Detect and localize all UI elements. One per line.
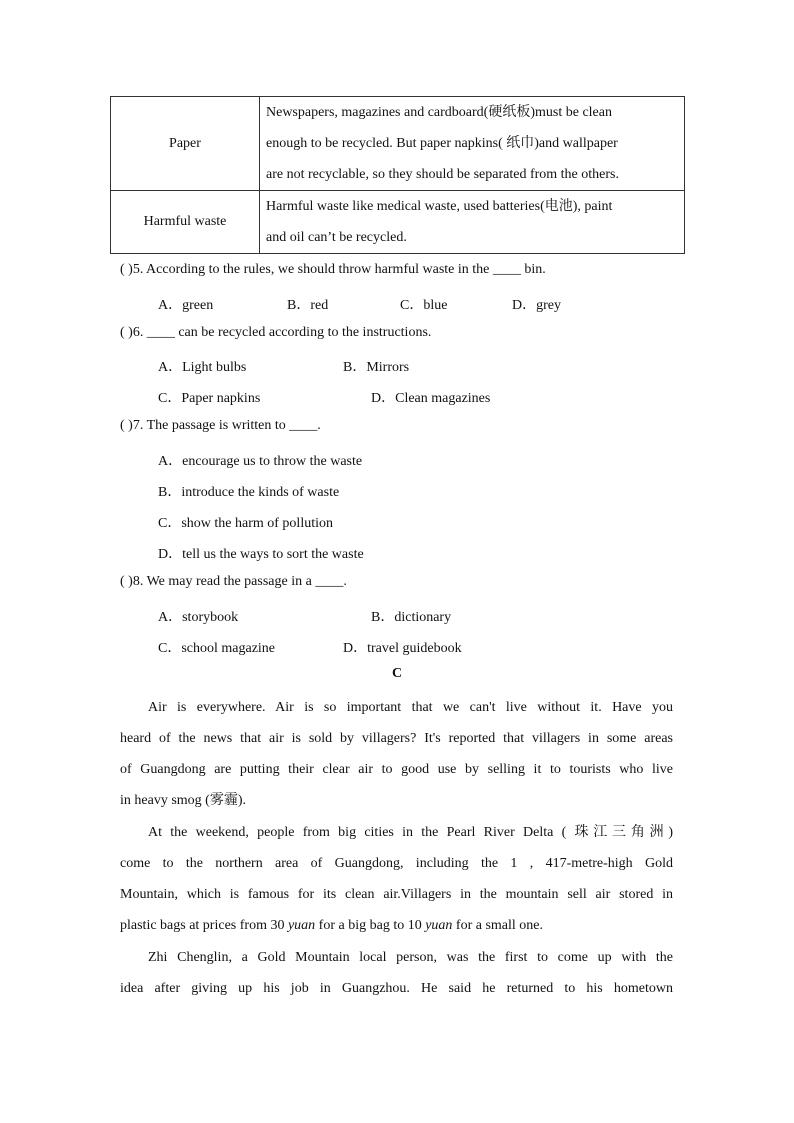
passage-line: idea after giving up his job in Guangzhou. He said he returned to his hometown — [120, 981, 673, 996]
category-cell: Harmful waste — [111, 191, 260, 254]
description-cell — [260, 191, 685, 254]
option-a: A．Light bulbs — [158, 360, 247, 375]
description-line: enough to be recycled. But paper napkins( 纸巾)and wallpaper — [266, 136, 618, 151]
passage-line: in heavy smog (雾霾). — [120, 793, 246, 808]
option-a: A．storybook — [158, 610, 239, 625]
option-b: B．red — [287, 298, 329, 313]
waste-table — [110, 96, 685, 254]
passage-paragraph — [120, 692, 673, 816]
description-line: Newspapers, magazines and cardboard(硬纸板)must be clean — [266, 105, 612, 120]
passage-line: Mountain, which is famous for its clean air.Villagers in the mountain sell air stored in — [120, 887, 673, 902]
table-row — [111, 97, 685, 191]
option-c: C．show the harm of pollution — [158, 516, 333, 531]
option-d: D．Clean magazines — [371, 391, 491, 406]
question-stem: ( )8. We may read the passage in a ____. — [120, 574, 347, 589]
description-line: and oil can’t be recycled. — [266, 230, 407, 245]
section-heading: C — [391, 666, 403, 681]
option-b: B．Mirrors — [343, 360, 410, 375]
text-run: plastic bags at prices from 30 — [120, 918, 288, 933]
question-stem: ( )7. The passage is written to ____. — [120, 418, 321, 433]
currency-word: yuan — [425, 918, 453, 933]
option-b: B．introduce the kinds of waste — [158, 485, 340, 500]
passage-line: Air is everywhere. Air is so important that we can't live without it. Have you — [148, 700, 673, 715]
passage-line: At the weekend, people from big cities in the Pearl River Delta ( 珠江三角洲) — [148, 825, 673, 840]
question-stem: ( )6. ____ can be recycled according to the instructions. — [120, 325, 432, 340]
passage-line — [120, 910, 673, 941]
option-d: D．travel guidebook — [343, 641, 462, 656]
description-line: Harmful waste like medical waste, used batteries(电池), paint — [266, 199, 613, 214]
question-stem: ( )5. According to the rules, we should throw harmful waste in the ____ bin. — [120, 262, 546, 277]
description-cell — [260, 97, 685, 191]
passage-paragraph — [120, 942, 673, 1004]
option-d: D．grey — [512, 298, 561, 313]
option-b: B．dictionary — [371, 610, 452, 625]
option-c: C．school magazine — [158, 641, 276, 656]
text-run: for a big bag to 10 — [315, 918, 426, 933]
option-a: A．encourage us to throw the waste — [158, 454, 363, 469]
option-a: A．green — [158, 298, 214, 313]
option-c: C．blue — [400, 298, 448, 313]
option-c: C．Paper napkins — [158, 391, 261, 406]
currency-word: yuan — [287, 918, 316, 933]
category-cell: Paper — [111, 97, 260, 191]
description-line: are not recyclable, so they should be separated from the others. — [266, 167, 619, 182]
passage-line: come to the northern area of Guangdong, including the 1 , 417-metre-high Gold — [120, 856, 673, 871]
text-run: for a small one. — [452, 918, 544, 933]
passage-line: Zhi Chenglin, a Gold Mountain local person, was the first to come up with the — [148, 950, 673, 965]
table-row — [111, 191, 685, 254]
option-d: D．tell us the ways to sort the waste — [158, 547, 364, 562]
passage-line: of Guangdong are putting their clear air to good use by selling it to tourists who live — [120, 762, 673, 777]
passage-line: heard of the news that air is sold by villagers? It's reported that villagers in some areas — [120, 731, 673, 746]
passage-paragraph — [120, 817, 673, 941]
